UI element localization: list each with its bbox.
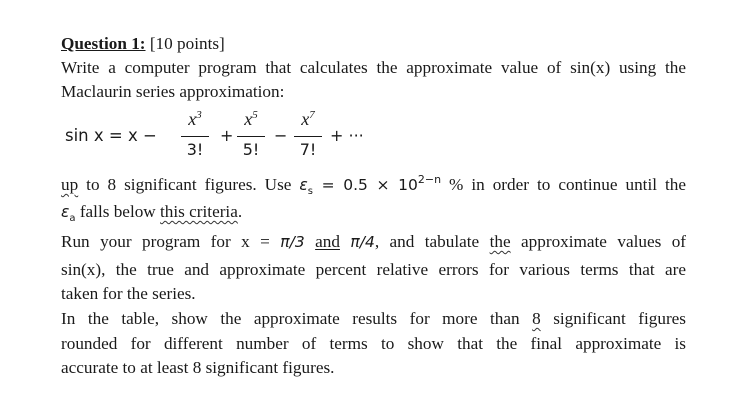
table-line-1: In the table, show the approximate results for more than 8 significant figures (61, 309, 686, 328)
the-word: the (489, 232, 511, 251)
up-word: up (61, 175, 79, 194)
pi-over-4: π/4 (350, 233, 375, 251)
term3-denominator: 7! (299, 140, 317, 159)
term1-numerator: $x^3$ (188, 109, 202, 129)
pi-over-3: π/3 (280, 233, 305, 251)
operator-plus: + (220, 126, 234, 145)
eight-number: 8 (532, 309, 541, 328)
intro-line-1: Write a computer program that calculates the approximate value of sin(x) using the (61, 58, 686, 77)
operator-minus: − (274, 126, 288, 145)
term3-fraction-bar (294, 136, 322, 137)
term3-numerator: $x^7$ (301, 109, 315, 129)
tolerance-line: up to 8 significant figures. Use $\varepsilon_s = 0.5 \times 10^{2-n}$ % in order to continue until the (61, 173, 686, 198)
term2-numerator: $x^5$ (244, 109, 258, 129)
term-x5-over-5fact (237, 109, 265, 164)
equation-lhs: sin x = x − (65, 126, 157, 145)
epsilon-s: $\varepsilon_s = 0.5 \times 10^{2-n}$ (299, 173, 442, 198)
run-line: Run your program for x = π/3 and π/4, and tabulate the approximate values of (61, 232, 687, 251)
term2-denominator: 5! (242, 140, 260, 159)
term-x3-over-3fact (181, 109, 209, 164)
term-x7-over-7fact (294, 109, 322, 164)
series-continuation: + ··· (330, 126, 364, 145)
question-header (61, 33, 225, 55)
epsilon-a: $\varepsilon_a$ (61, 203, 76, 225)
table-line-3: accurate to at least 8 significant figures. (61, 358, 335, 377)
and-word: and (315, 232, 340, 251)
this-criteria-phrase: this criteria (160, 202, 238, 221)
question-heading: Question 1: (61, 34, 146, 53)
criteria-line: $\varepsilon_a$ falls below this criteria. (61, 202, 243, 225)
question-points: [10 points] (149, 34, 225, 53)
term1-fraction-bar (181, 136, 209, 137)
sin-line: sin(x), the true and approximate percent relative errors for various terms that are (61, 260, 686, 279)
intro-line-2: Maclaurin series approximation: (61, 82, 285, 101)
term1-denominator: 3! (186, 140, 204, 159)
table-line-2: rounded for different number of terms to show that the final approximate is (61, 334, 686, 353)
taken-line: taken for the series. (61, 284, 196, 303)
term2-fraction-bar (237, 136, 265, 137)
